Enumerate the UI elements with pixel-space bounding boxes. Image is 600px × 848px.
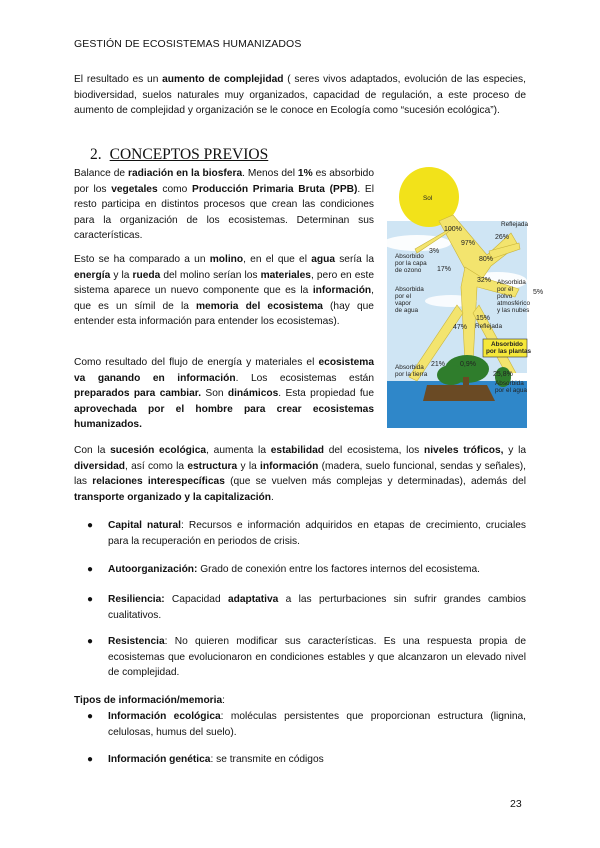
list-item: ● Autoorganización: Grado de conexión entre los factores internos del ecosistema. xyxy=(74,562,526,578)
section-number: 2. xyxy=(90,146,102,163)
section-heading xyxy=(90,146,268,164)
properties-list xyxy=(74,562,526,578)
plants-label-1: Absorbido xyxy=(491,341,523,348)
vapor-label-2: por el xyxy=(395,293,411,300)
ozone-label-1: Absorbido xyxy=(395,253,424,260)
pct-26: 26% xyxy=(495,234,510,241)
page-number: 23 xyxy=(510,798,522,810)
bullet-icon: ● xyxy=(87,594,94,605)
list-item: ● Capital natural: Recursos e información adquiridos en etapas de crecimiento, cruciales para la recuperación en periodos de crisis. xyxy=(87,520,526,547)
reflected-low-label: Reflejada xyxy=(475,323,503,330)
dust-label-4: atmosférico xyxy=(497,300,531,307)
pct-47: 47% xyxy=(453,324,468,331)
list-item: ● Información ecológica: moléculas persistentes que proporcionan estructura (lignina, celulosas, humus del suelo). xyxy=(87,711,526,738)
bullet-icon: ● xyxy=(87,754,94,765)
tree-trunk xyxy=(463,377,469,393)
pct-100: 100% xyxy=(444,226,462,233)
section-title: CONCEPTOS PREVIOS xyxy=(109,146,269,163)
ozone-label-2: por la capa xyxy=(395,260,427,267)
intro-paragraph: El resultado es un aumento de complejidad ( seres vivos adaptados, evolución de las especies, biodiversidad, suelos naturales muy organizados, capacidad de regulación, a este proceso de aumento de complejidad y organización se le conoce en Ecología como “sucesión ecológica”). xyxy=(74,74,526,117)
sun-label: Sol xyxy=(423,195,433,202)
reflected-top-label: Reflejada xyxy=(501,221,529,228)
properties-list xyxy=(74,592,526,623)
pct-21: 21% xyxy=(431,361,446,368)
bullet-icon: ● xyxy=(87,636,94,647)
dust-label-2: por el xyxy=(497,286,513,293)
properties-list xyxy=(74,634,526,681)
pct-17: 17% xyxy=(437,266,452,273)
types-heading: Tipos de información/memoria: xyxy=(74,695,225,706)
water-label-2: por el agua xyxy=(495,387,527,394)
bullet-icon: ● xyxy=(87,564,94,575)
plants-label-2: por las plantas xyxy=(486,348,532,355)
paragraph-mill: Esto se ha comparado a un molino, en el que el agua sería la energía y la rueda del molino serían los materiales, pero en este sistema aparece un nuevo componente que es la información, que es un símil de la memoria del ecosistema (hay que entender esta información para entender los ecosistemas). xyxy=(74,254,374,328)
list-item: ● Resiliencia: Capacidad adaptativa a las perturbaciones sin sufrir grandes cambios cualitativos. xyxy=(87,594,526,621)
paragraph-radiation: Balance de radiación en la biosfera. Menos del 1% es absorbido por los vegetales como Producción Primaria Bruta (PPB). El resto participa en distintos procesos que crean las condiciones para la organización de los ecosistemas. Determinan sus características. xyxy=(74,168,374,242)
dust-label-1: Absorbida xyxy=(497,279,526,286)
pct-3: 3% xyxy=(429,248,440,255)
pct-0-9: 0,9% xyxy=(460,361,476,368)
bullet-icon: ● xyxy=(87,711,94,722)
running-header: GESTIÓN DE ECOSISTEMAS HUMANIZADOS xyxy=(74,38,302,50)
pct-32: 32% xyxy=(477,277,492,284)
dust-label-5: y las nubes xyxy=(497,307,530,314)
pct-80: 80% xyxy=(479,256,494,263)
ground-label-1: Absorbida xyxy=(395,364,424,371)
list-item: ● Resistencia: No quieren modificar sus características. Es una respuesta propia de ecosistemas que evolucionaron en condiciones estables y que alcanzaron un elevado nivel de complejidad. xyxy=(87,636,526,679)
vapor-label-4: de agua xyxy=(395,307,419,314)
pct-25-8: 25,8% xyxy=(493,371,513,378)
ground-area xyxy=(423,385,495,401)
water-label-1: Absorbida xyxy=(495,380,524,387)
types-list xyxy=(74,752,526,768)
dust-label-3: polvo xyxy=(497,293,513,300)
types-list xyxy=(74,709,526,740)
paragraph-succession: Con la sucesión ecológica, aumenta la estabilidad del ecosistema, los niveles tróficos, y la diversidad, así como la estructura y la información (madera, suelo funcional, sendas y señales), las relaciones interespecíficas (que se vuelven más complejas y determinadas), además del transporte organizado y la capitalización. xyxy=(74,445,527,503)
properties-list xyxy=(74,518,526,549)
radiation-balance-diagram xyxy=(387,163,544,428)
ozone-label-3: de ozono xyxy=(395,267,422,274)
vapor-label-3: vapor xyxy=(395,300,411,307)
pct-97: 97% xyxy=(461,240,476,247)
bullet-icon: ● xyxy=(87,520,94,531)
paragraph-information: Como resultado del flujo de energía y materiales el ecosistema va ganando en información. Los ecosistemas están preparados para cambiar. Son dinámicos. Esta propiedad fue aprovechada por el hombre para crear ecosistemas humanizados. xyxy=(74,357,374,431)
list-item: ● Información genética: se transmite en códigos xyxy=(74,752,526,768)
pct-5: 5% xyxy=(533,289,544,296)
vapor-label-1: Absorbida xyxy=(395,286,424,293)
pct-15: 15% xyxy=(476,315,491,322)
ground-label-2: por la tierra xyxy=(395,371,428,378)
